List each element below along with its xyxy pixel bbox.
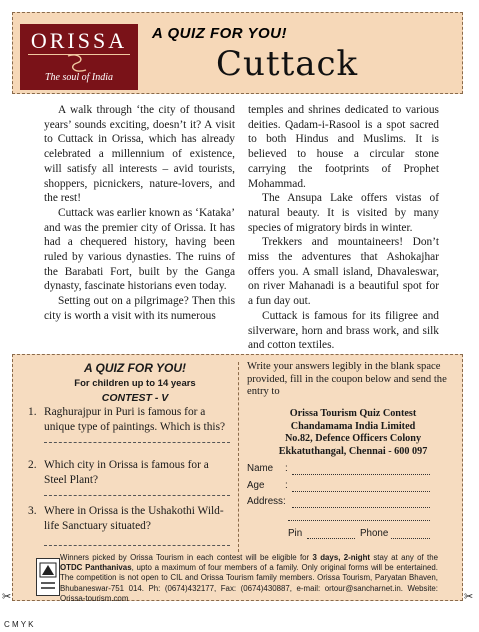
swirl-icon [64, 52, 90, 74]
answer-line-2[interactable] [44, 495, 230, 496]
phone-field[interactable] [391, 538, 430, 539]
name-colon: : [285, 463, 288, 474]
quiz-heading: A QUIZ FOR YOU! [152, 25, 287, 42]
article-paragraph: A walk through ‘the city of thousand years’ sounds exciting, doesn’t it? A visit to Cuttack in Orissa, which has already celebrated a millennium of existence, will satisfy all interests – avid tourists, shoppers, picnickers, nature-lovers, and the rest! [44, 104, 235, 205]
phone-label: Phone [360, 528, 389, 539]
age-label: Age [247, 480, 265, 491]
article-paragraph: The Ansupa Lake offers vistas of natural beauty. It is visited by many species of migratory birds in winter. [248, 192, 439, 234]
address-line: Ekkatuthangal, Chennai - 600 097 [278, 445, 428, 457]
question-number: 2. [28, 459, 37, 471]
question-number: 1. [28, 406, 37, 418]
article-column-right [248, 103, 439, 353]
article-paragraph: Trekkers and mountaineers! Don’t miss the adventures that Ashokajhar offers you. A small island, Dhavaleswar, on river Mahanadi is a beautiful spot for a fun day out. [248, 236, 439, 308]
address-field-line-2[interactable] [288, 520, 430, 521]
question-text: Raghurajpur in Puri is famous for a unique type of paintings. Which is this? [44, 406, 226, 433]
age-colon: : [285, 480, 288, 491]
logo-title: ORISSA [30, 28, 128, 53]
page-title: Cuttack [216, 44, 359, 84]
terms-text: stay at any of the [370, 553, 438, 562]
address-line: Orissa Tourism Quiz Contest [289, 408, 417, 419]
column-divider [238, 362, 239, 552]
contest-terms [60, 553, 438, 604]
address-field[interactable] [292, 507, 430, 508]
article-paragraph: temples and shrines dedicated to various deities. Qadam-i-Rasool is a spot sacred to both Hindus and Muslims. It is believed to house a circular stone carrying the footprints of Prophet Mohammad. [248, 104, 439, 190]
logo-tagline: The soul of India [44, 72, 114, 83]
question-text: Which city in Orissa is famous for a Steel Plant? [44, 459, 209, 486]
quiz-title: A QUIZ FOR YOU! [84, 361, 186, 375]
prize-duration: 3 days, 2-night [312, 553, 371, 562]
answer-line-1[interactable] [44, 442, 230, 443]
quiz-question-3 [28, 504, 234, 534]
print-color-marks: C M Y K [4, 620, 34, 629]
terms-text: Winners picked by Orissa Tourism in each contest will be eligible for [60, 553, 313, 562]
terms-text: , upto a maximum of four members of a family. Only original forms will be entertained. The competition is not open to CIL and Orissa Tourism family members. Orissa Tourism, Paryatan Bhaven, Bhubaneswar-751 014. Ph: (0674)432177, Fax: (0674)430887, e-mail: ortour@sancharnet.in. Website: Orissa-tourism.com [60, 563, 439, 603]
scissors-icon: ✂ [464, 591, 474, 603]
contest-number: CONTEST - V [101, 392, 169, 404]
otdc-seal-icon [36, 558, 60, 596]
question-number: 3. [28, 505, 37, 517]
article-column-left [44, 103, 235, 324]
question-text: Where in Orissa is the Ushakothi Wild-life Sanctuary situated? [44, 505, 224, 532]
contest-address [247, 408, 459, 458]
answer-line-3[interactable] [44, 545, 230, 546]
address-colon: : [283, 496, 286, 507]
quiz-subtitle: For children up to 14 years [74, 378, 196, 389]
pin-field[interactable] [307, 538, 355, 539]
article-paragraph: Cuttack is famous for its filigree and silverware, horn and brass work, and silk and cotton textiles. [248, 309, 439, 352]
orissa-logo [20, 24, 138, 90]
name-label: Name [247, 463, 274, 474]
address-label: Address [247, 496, 283, 507]
address-line: No.82, Defence Officers Colony [284, 433, 422, 445]
quiz-question-1 [28, 405, 234, 435]
age-field[interactable] [292, 491, 430, 492]
brand-name: OTDC Panthanivas [60, 563, 132, 573]
address-line: Chandamama India Limited [290, 420, 416, 432]
quiz-question-2 [28, 458, 234, 488]
name-field[interactable] [292, 474, 430, 475]
scissors-icon: ✂ [2, 591, 12, 603]
pin-label: Pin [288, 528, 303, 539]
article-paragraph: Setting out on a pilgrimage? Then this city is worth a visit with its numerous [44, 295, 235, 322]
article-paragraph: Cuttack was earlier known as ‘Kataka’ and was the premier city of Orissa. It has had a chequered history, having been ruled by various dynasties. The ruins of the Barabati Fort, built by the Ganga dynasty, fascinate historians even today. [44, 206, 235, 293]
entry-instructions: Write your answers legibly in the blank space provided, fill in the coupon below and send the entry to [247, 361, 447, 398]
